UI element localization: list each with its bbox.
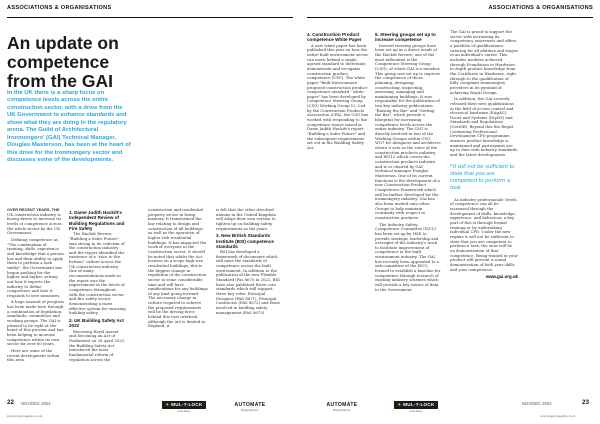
paragraph: The Industry Safety Competence Committee (ISCC) has been set up by HSE to provide strategic leadership and oversight of the industry's work to facilitate improvement of competence in the built environment industry. The GAI has recently been appointed to a sub-committee of the ISCC, formed to establish a baseline for competence through research of existing industry schemes which will provide a key source of data to the Government.: [375, 221, 441, 292]
paragraph: Here are some of the recent development within this area.: [7, 348, 60, 363]
star-icon: ✦: [397, 402, 402, 407]
column-4: [216, 208, 282, 317]
paragraph: is felt that the other devolved nations in the United Kingdom will adapt their own version to tighten up on building safety requirements as the years.: [216, 207, 276, 231]
column-3: [148, 208, 208, 331]
brand-tagline: Briggs Barriers: [241, 409, 259, 412]
section-heading: 2. UK Building Safety Act 2022: [69, 318, 124, 329]
header-rule-right: [307, 17, 593, 18]
brand-logo: [392, 396, 440, 418]
column-1: [7, 208, 64, 365]
brand-name: MUL-T-LOCK: [171, 402, 203, 407]
column-6: [375, 30, 441, 294]
paragraph: A new white paper has been published this year on how the entire built environment sector can move behind a single, agreed standard to determine, demonstrate and recognise construction product competence (CPC). The white paper "Built Environment - proposed construction product competence standard - white paper" has been developed by Competence Steering Group (CSG) Working Group 12. Led by the Construction Products Association (CPA), the CSG has worked with responding to the competence issues raised in Dame Judith Hackitt's report "Building a Safer Future" and the subsequent requirements set out in the Building Safety Act.: [307, 42, 369, 151]
paragraph: A huge amount of progress has been made here through a combination of legislation, standards, committees and working groups. The GAI is pleased to be right at the heart of this process and has been helping to increase competence within its own sector for over 60 years.: [7, 299, 64, 347]
section-heading: 4. Construction Product competence White Paper: [307, 32, 362, 43]
pull-quote-text: It will not be sufficient to state that you are competent to perform a task: [450, 163, 515, 191]
paragraph: Several steering groups have been set up as a direct result of the Hackitt Review; one of the most influential is the Competence Steering Group (CSG), of which GAI is a member. This group was set up to improve the competence of those planning, designing, constructing, inspecting, assessing, managing and maintaining buildings. It was responsible for the publication of two key industry publications: "Raising the Bar" and "Setting the Bar", which provide a blueprint for increasing competence levels across the entire industry. The CSG is directly involved in two of the Working Groups within CSG, WG7 for designers and architects where it acts as the voice of the construction products industry, and WG12 which covers the construction products industry and is co-chaired by GAI technical manager Douglas Masterson. One of its current functions is the development of a new Construction Product Competence Framework which will be further developed for the ironmongery industry. GAI has also been invited onto other Groups to help maintain continuity with respect to construction products.: [375, 42, 441, 220]
paragraph: Receiving Royal Assent and becoming an Act of Parliament on 28 April 2022, the Building Safety Act introduced the most fundamental reform of regulation across the: [69, 328, 126, 362]
footer-url-left[interactable]: ironmongerymagazine.co.uk: [7, 414, 43, 418]
paragraph: The GAI is proud to support the sector with increasing its competency awareness and offers a portfolio of qualifications, catering for all abilities and stages of an individual's career. This includes modules achieved through Foundation to Hardware, to depth product knowledge from the Certificate in Hardware, right through to the qualification of fully compliant ironmongery providers in its pyramid of achieving RegAI Design.: [450, 29, 518, 95]
section-heading: 1. Dame Judith Hackitt's Independent Review of Building Regulations and Fire Safety: [69, 210, 125, 231]
article-title: An update on competence from the GAI: [7, 33, 119, 91]
paragraph: [7, 208, 64, 236]
brand-name: AUTOMATE: [234, 402, 266, 408]
page-number-right: 23: [582, 399, 589, 406]
column-5: [307, 30, 371, 153]
section-heading: 5. Steering groups set up to increase competence: [375, 32, 436, 43]
paragraph: construction and residential property sector in living memory. It transformed the law relating to design and construction of all buildings, as well as the operation of higher risk residential buildings. It has impacted the work of everyone in the construction sector. It should be noted that whilst the Act focuses on a scope high-rise residential buildings, this is the biggest change in regulation of the construction sector in some considerable time and will have ramifications for any buildings of any kind going forward. The necessary change in culture required to achieve the proposed requirements will be the driving force behind this vast overhaul. Although the Act is limited to England, it: [148, 207, 208, 329]
column-2: [69, 208, 126, 364]
brand-logo: [226, 396, 274, 418]
paragraph: In addition, the GAI recently released their new qualifications in the field of access control and electrical hardware (EAgAC). Doors and Systems (DipDS) and Standards and Regulations (CertSR). Beyond this the RegAI Continuing Professional Development CPD programme, ensures product knowledge is maintained and participants are up to date with industry standards and the latest developments.: [450, 96, 518, 158]
paragraph: As industry professionals' levels of competence can all be increased through the development of skills, knowledge, experience, and behaviour, a key part of this is through formal training or by undertaking individual CPD. Under the new regime it will not be sufficient to state that you are competent to perform a task; the onus will be on demonstration of that competence. Being trained in your product will prevent a sound demonstration of both your skills and your competence.: [450, 196, 518, 272]
brand-name: AUTOMATE: [326, 402, 358, 408]
star-icon: ✦: [165, 402, 170, 407]
paragraph: BSI has developed a framework of documents which will raise the standards of competence across the built environment. In addition to the publication of the new Flexible Standard (Pas 8670 in 2022, BSI have also published three core standards which will support three key roles: Principal Designer (PAS 8671), Principal Contractor (PAS 8672) and those involved in building safety management (PAS 8673).: [216, 249, 281, 315]
brand-name: MUL-T-LOCK: [403, 402, 435, 407]
page-number-left: 22: [7, 399, 14, 406]
paragraph: The Hackitt Review, "Building a Safer Future", was strong in its criticism of the construction industry and the report identified the existence of a "race to the bottom" culture across the UK construction industry. One of many recommendations made in the report was the improvement in the levels of competence throughout, with the construction sector and fire safety sector demonstrating a more effective system for ensuring building safety.: [69, 231, 126, 316]
header-rule-left: [7, 17, 293, 18]
section-heading: 3. New British Standards Institute (BSI) competence standards: [216, 233, 274, 249]
column-7: [450, 30, 518, 280]
brand-tagline: Assa Abloy: [177, 410, 191, 413]
footer-left: [7, 399, 107, 413]
pull-quote: [450, 164, 518, 192]
brand-logo-mark: [394, 401, 437, 409]
brand-logo-mark: [162, 401, 205, 409]
paragraph: Defining competence as "The combination of training, skills, experience and knowledge that a person has and their ability to apply them to perform a task safely", the Government has begun pushing for the higher and higher, setting out how it expects the industry to define competence and how it responds to new measures.: [7, 236, 64, 298]
brand-logo: [318, 396, 366, 418]
running-header-right: ASSOCIATIONS & ORGANISATIONS: [488, 5, 593, 11]
article-standfirst: In the UK there is a sharp focus on competence levels across the entire construction sector, with a drive from the UK Government to enhance standards and show what they are doing in the regulatory arena. The Guild of Architectural Ironmongers' (GAI) Technical Manager, Douglas Masterson, has been at the heart of this drive for the ironmongery sector and discusses some of the developments.: [7, 90, 131, 164]
website-link[interactable]: www.gai.org.uk: [485, 274, 518, 280]
quote-mark-icon: “: [450, 163, 453, 170]
brand-logo: [160, 396, 208, 418]
paragraph-text: UK construction industry is facing drives to increase its levels of competence across the whole sector by the UK Government.: [7, 211, 62, 236]
running-header-left: ASSOCIATIONS & ORGANISATIONS: [7, 5, 112, 11]
issue-date-left: NOV/DEC 2022: [21, 400, 51, 406]
lead-in-caps: OVER RECENT YEARS, THE: [7, 207, 60, 212]
brand-tagline: Assa Abloy: [409, 410, 423, 413]
brand-tagline: Briggs Barriers: [333, 409, 351, 412]
footer-right: [520, 399, 593, 413]
footer-url-right[interactable]: ironmongerymagazine.co.uk: [540, 414, 576, 418]
issue-date-right: NOV/DEC 2022: [522, 400, 552, 406]
